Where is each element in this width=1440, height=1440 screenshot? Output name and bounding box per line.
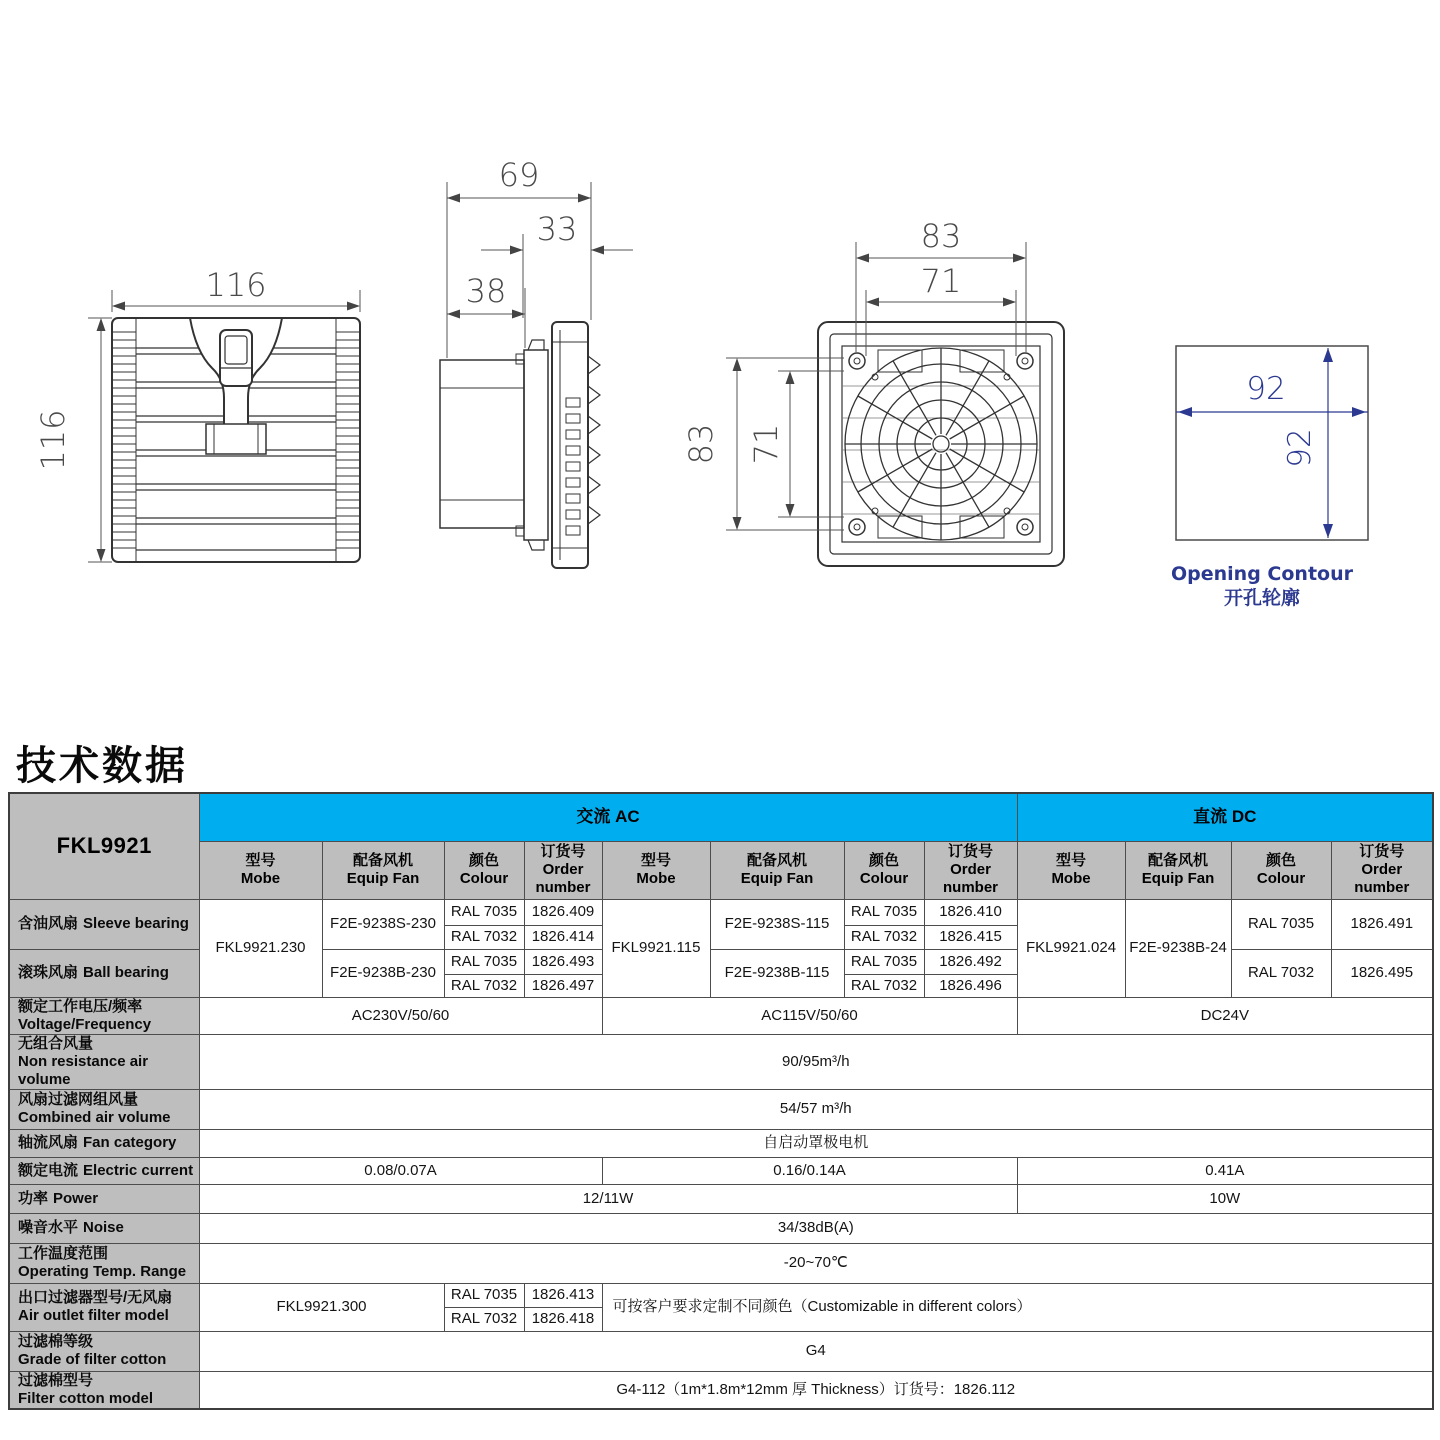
cotton-model-value: G4-112（1m*1.8m*12mm 厚 Thickness）订货号：1826.112: [199, 1371, 1433, 1409]
ac230-ball-fan: F2E-9238B-230: [322, 949, 444, 997]
dim-rear-v83: 83: [682, 423, 720, 465]
ac115-ball-fan: F2E-9238B-115: [710, 949, 844, 997]
outlet-filter-model: FKL9921.300: [199, 1283, 444, 1331]
row-label-current: 额定电流 Electric current: [9, 1157, 199, 1184]
non-resistance-air-volume-row: [9, 1034, 1433, 1089]
fan-category-value: 自启动罩极电机: [199, 1129, 1433, 1157]
power-ac: 12/11W: [199, 1184, 1017, 1213]
row-label-non-resistance: 无组合风量 Non resistance air volume: [9, 1034, 199, 1089]
order-cell: 1826.491: [1331, 899, 1433, 949]
col-header-fan: 配备风机 Equip Fan: [1125, 841, 1231, 899]
col-header-model: 型号 Mobe: [1017, 841, 1125, 899]
ac115-model: FKL9921.115: [602, 899, 710, 997]
order-cell: 1826.496: [924, 974, 1017, 997]
order-cell: 1826.414: [524, 925, 602, 949]
front-view-drawing: [34, 266, 360, 562]
power-dc: 10W: [1017, 1184, 1433, 1213]
color-cell: RAL 7032: [444, 925, 524, 949]
col-header-colour: 颜色 Colour: [844, 841, 924, 899]
ac115-sleeve-fan: F2E-9238S-115: [710, 899, 844, 949]
current-ac230: 0.08/0.07A: [199, 1157, 602, 1184]
side-view-drawing: [440, 156, 633, 568]
dc-model: FKL9921.024: [1017, 899, 1125, 997]
operating-temp-row: [9, 1243, 1433, 1283]
col-header-fan: 配备风机 Equip Fan: [322, 841, 444, 899]
opening-contour-drawing: [1171, 346, 1368, 609]
dim-front-width: 116: [205, 266, 267, 304]
noise-value: 34/38dB(A): [199, 1213, 1433, 1243]
product-model-header: FKL9921: [9, 793, 199, 899]
order-cell: 1826.409: [524, 899, 602, 925]
col-header-order: 订货号 Order number: [1331, 841, 1433, 899]
sleeve-bearing-row-1: [9, 899, 1433, 925]
row-label-outlet-filter: 出口过滤器型号/无风扇 Air outlet filter model: [9, 1283, 199, 1331]
side-view-dimensions: [447, 182, 633, 358]
color-cell: RAL 7035: [444, 949, 524, 974]
page-title: 技术数据: [16, 744, 188, 788]
row-label-fan-category: 轴流风扇 Fan category: [9, 1129, 199, 1157]
non-resistance-value: 90/95m³/h: [199, 1034, 1433, 1089]
current-dc: 0.41A: [1017, 1157, 1433, 1184]
outlet-filter-note: 可按客户要求定制不同颜色（Customizable in different colors）: [602, 1283, 1433, 1331]
dc-fan: F2E-9238B-24: [1125, 899, 1231, 997]
spec-table-container: [8, 792, 1434, 1410]
order-cell: 1826.418: [524, 1307, 602, 1331]
voltage-row: [9, 997, 1433, 1034]
col-header-model: 型号 Mobe: [602, 841, 710, 899]
order-cell: 1826.410: [924, 899, 1017, 925]
filter-cotton-grade-row: [9, 1331, 1433, 1371]
col-header-order: 订货号 Order number: [524, 841, 602, 899]
color-cell: RAL 7032: [844, 974, 924, 997]
dim-opening-width: 92: [1246, 371, 1286, 407]
col-header-colour: 颜色 Colour: [444, 841, 524, 899]
voltage-dc: DC24V: [1017, 997, 1433, 1034]
order-cell: 1826.415: [924, 925, 1017, 949]
row-label-combined: 风扇过滤网组风量 Combined air volume: [9, 1089, 199, 1129]
dim-side-38: 38: [465, 272, 507, 310]
dim-front-height: 116: [34, 409, 72, 471]
opening-contour-label-en: Opening Contour: [1171, 563, 1353, 585]
fan-grille: [845, 348, 1037, 540]
color-cell: RAL 7035: [844, 899, 924, 925]
dim-rear-h71: 71: [920, 262, 962, 300]
dim-rear-v71: 71: [747, 423, 785, 465]
color-cell: RAL 7035: [844, 949, 924, 974]
combined-air-volume-row: [9, 1089, 1433, 1129]
filter-clip: [190, 318, 282, 454]
electric-current-row: [9, 1157, 1433, 1184]
order-cell: 1826.413: [524, 1283, 602, 1307]
spec-table: [8, 792, 1434, 1410]
louver-stack: [566, 398, 580, 535]
dim-rear-h83: 83: [920, 217, 962, 255]
row-label-cotton-grade: 过滤棉等级 Grade of filter cotton: [9, 1331, 199, 1371]
table-header-row-1: [9, 793, 1433, 841]
row-label-cotton-model: 过滤棉型号 Filter cotton model: [9, 1371, 199, 1409]
row-label-ball-bearing: 滚珠风扇 Ball bearing: [9, 949, 199, 997]
table-header-row-2: [9, 841, 1433, 899]
combined-value: 54/57 m³/h: [199, 1089, 1433, 1129]
opening-contour-label-zh: 开孔轮廓: [1223, 587, 1301, 609]
row-label-voltage: 额定工作电压/频率 Voltage/Frequency: [9, 997, 199, 1034]
col-header-model: 型号 Mobe: [199, 841, 322, 899]
filter-cotton-model-row: [9, 1371, 1433, 1409]
color-cell: RAL 7035: [444, 1283, 524, 1307]
order-cell: 1826.495: [1331, 949, 1433, 997]
current-ac115: 0.16/0.14A: [602, 1157, 1017, 1184]
ac-section-header: 交流 AC: [199, 793, 1017, 841]
outlet-filter-row-1: [9, 1283, 1433, 1307]
temp-value: -20~70℃: [199, 1243, 1433, 1283]
dim-opening-height: 92: [1282, 428, 1318, 468]
color-cell: RAL 7035: [1231, 899, 1331, 949]
ac230-model: FKL9921.230: [199, 899, 322, 997]
rear-view-drawing: [682, 217, 1064, 566]
color-cell: RAL 7032: [444, 1307, 524, 1331]
col-header-fan: 配备风机 Equip Fan: [710, 841, 844, 899]
noise-row: [9, 1213, 1433, 1243]
voltage-ac115: AC115V/50/60: [602, 997, 1017, 1034]
voltage-ac230: AC230V/50/60: [199, 997, 602, 1034]
order-cell: 1826.492: [924, 949, 1017, 974]
row-label-sleeve-bearing: 含油风扇 Sleeve bearing: [9, 899, 199, 949]
dim-side-depth: 69: [498, 156, 540, 194]
row-label-power: 功率 Power: [9, 1184, 199, 1213]
color-cell: RAL 7032: [844, 925, 924, 949]
power-row: [9, 1184, 1433, 1213]
color-cell: RAL 7032: [444, 974, 524, 997]
row-label-temp: 工作温度范围 Operating Temp. Range: [9, 1243, 199, 1283]
order-cell: 1826.493: [524, 949, 602, 974]
cotton-grade-value: G4: [199, 1331, 1433, 1371]
col-header-colour: 颜色 Colour: [1231, 841, 1331, 899]
dim-side-33: 33: [536, 210, 578, 248]
fan-category-row: [9, 1129, 1433, 1157]
color-cell: RAL 7032: [1231, 949, 1331, 997]
ac230-sleeve-fan: F2E-9238S-230: [322, 899, 444, 949]
color-cell: RAL 7035: [444, 899, 524, 925]
col-header-order: 订货号 Order number: [924, 841, 1017, 899]
row-label-noise: 噪音水平 Noise: [9, 1213, 199, 1243]
order-cell: 1826.497: [524, 974, 602, 997]
dc-section-header: 直流 DC: [1017, 793, 1433, 841]
